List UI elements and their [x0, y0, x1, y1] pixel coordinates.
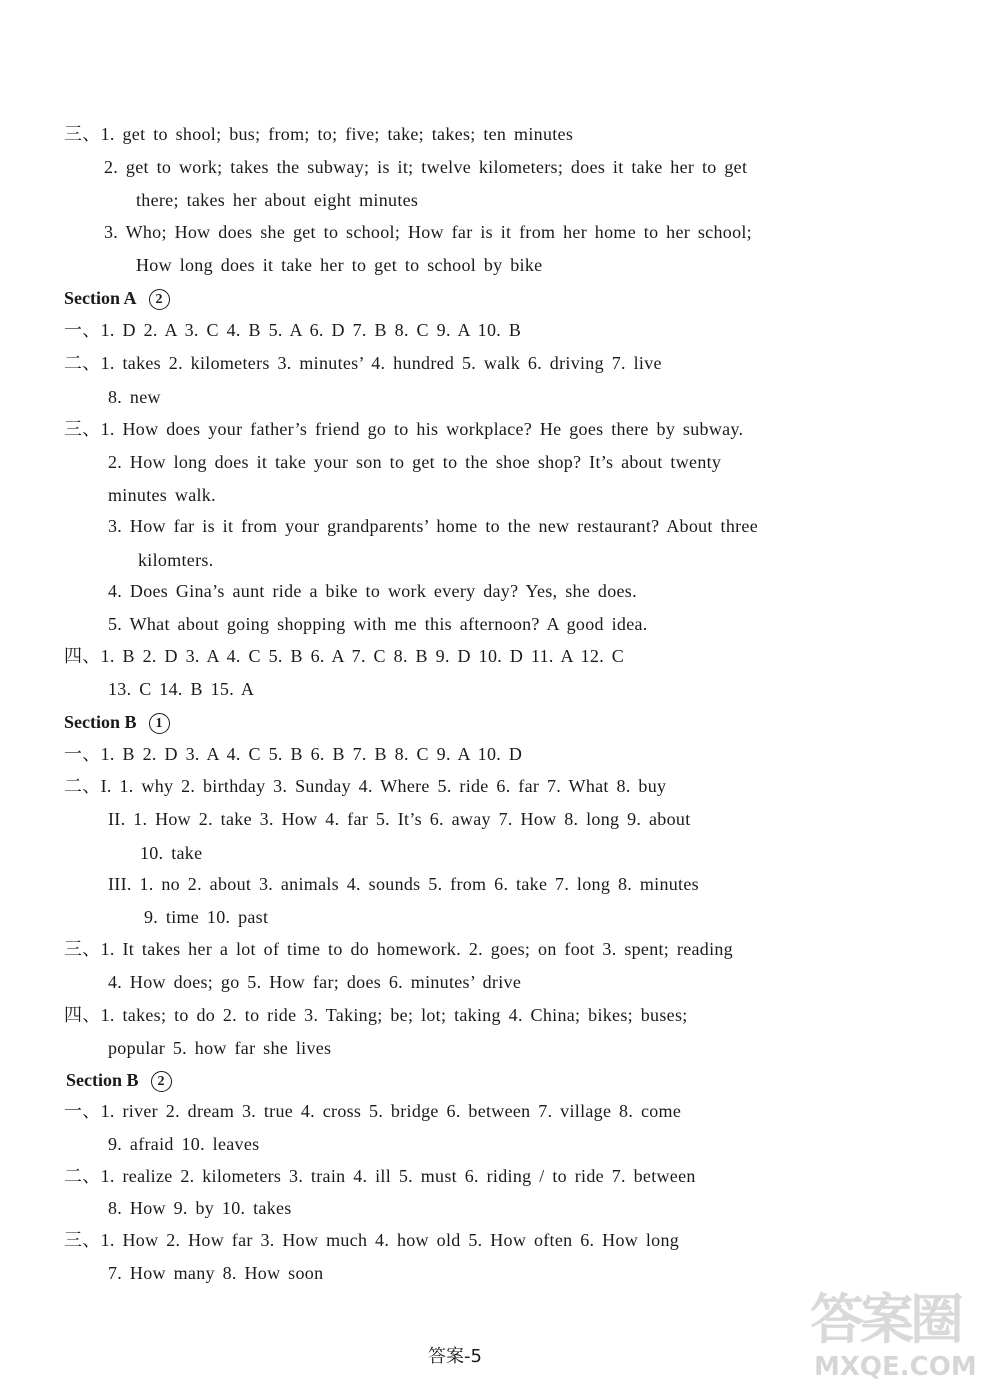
answer-line: 二、1. takes 2. kilometers 3. minutes’ 4. hundred 5. walk 6. driving 7. live: [64, 353, 662, 373]
answer-line: 二、I. 1. why 2. birthday 3. Sunday 4. Where 5. ride 6. far 7. What 8. buy: [64, 776, 667, 796]
section-heading: [64, 711, 170, 734]
answer-line: 4. How does; go 5. How far; does 6. minutes’ drive: [108, 972, 522, 992]
answer-line: popular 5. how far she lives: [108, 1038, 332, 1058]
answer-line: 13. C 14. B 15. A: [108, 679, 255, 699]
section-heading: [66, 1069, 172, 1092]
answer-line: 10. take: [140, 843, 203, 863]
answer-line: III. 1. no 2. about 3. animals 4. sounds 5. from 6. take 7. long 8. minutes: [108, 874, 699, 894]
section-title: Section A: [64, 288, 137, 308]
answer-line: 四、1. takes; to do 2. to ride 3. Taking; be; lot; taking 4. China; bikes; buses;: [64, 1005, 688, 1025]
answer-line: 一、1. B 2. D 3. A 4. C 5. B 6. B 7. B 8. C 9. A 10. D: [64, 744, 523, 764]
watermark-logo: [810, 1290, 995, 1385]
answer-line: 9. afraid 10. leaves: [108, 1134, 260, 1154]
answer-line: 三、1. get to shool; bus; from; to; five; take; takes; ten minutes: [64, 124, 574, 144]
answer-line: How long does it take her to get to school by bike: [136, 255, 543, 275]
answer-line: minutes walk.: [108, 485, 216, 505]
circled-number: 1: [149, 713, 170, 734]
answer-line: 3. Who; How does she get to school; How far is it from her home to her school;: [104, 222, 752, 242]
answer-line: 5. What about going shopping with me this afternoon? A good idea.: [108, 614, 648, 634]
answer-line: 2. How long does it take your son to get to the shoe shop? It’s about twenty: [108, 452, 722, 472]
circled-number: 2: [151, 1071, 172, 1092]
answer-line: 三、1. It takes her a lot of time to do homework. 2. goes; on foot 3. spent; reading: [64, 939, 733, 959]
answer-line: II. 1. How 2. take 3. How 4. far 5. It’s 6. away 7. How 8. long 9. about: [108, 809, 691, 829]
section-title: Section B: [66, 1070, 139, 1090]
section-heading: [64, 287, 170, 310]
answer-line: 4. Does Gina’s aunt ride a bike to work every day? Yes, she does.: [108, 581, 637, 601]
answer-line: 三、1. How 2. How far 3. How much 4. how old 5. How often 6. How long: [64, 1230, 680, 1250]
answer-line: 三、1. How does your father’s friend go to his workplace? He goes there by subway.: [64, 419, 744, 439]
circled-number: 2: [149, 289, 170, 310]
answer-line: 8. new: [108, 387, 161, 407]
answer-line: 8. How 9. by 10. takes: [108, 1198, 292, 1218]
answer-line: 二、1. realize 2. kilometers 3. train 4. ill 5. must 6. riding / to ride 7. between: [64, 1166, 696, 1186]
answer-line: 2. get to work; takes the subway; is it; twelve kilometers; does it take her to get: [104, 157, 748, 177]
answer-line: 3. How far is it from your grandparents’ home to the new restaurant? About three: [108, 516, 758, 536]
watermark-url: MXQE.COM: [814, 1352, 977, 1382]
answer-line: 9. time 10. past: [144, 907, 269, 927]
answer-line: 一、1. river 2. dream 3. true 4. cross 5. bridge 6. between 7. village 8. come: [64, 1101, 682, 1121]
watermark-text: 答案圈: [810, 1288, 960, 1351]
answer-line: kilomters.: [138, 550, 214, 570]
answer-line: 一、1. D 2. A 3. C 4. B 5. A 6. D 7. B 8. C 9. A 10. B: [64, 320, 522, 340]
page-number: 答案-5: [428, 1346, 482, 1367]
answer-line: there; takes her about eight minutes: [136, 190, 419, 210]
answer-line: 7. How many 8. How soon: [108, 1263, 324, 1283]
answer-line: 四、1. B 2. D 3. A 4. C 5. B 6. A 7. C 8. B 9. D 10. D 11. A 12. C: [64, 646, 625, 666]
section-title: Section B: [64, 712, 137, 732]
